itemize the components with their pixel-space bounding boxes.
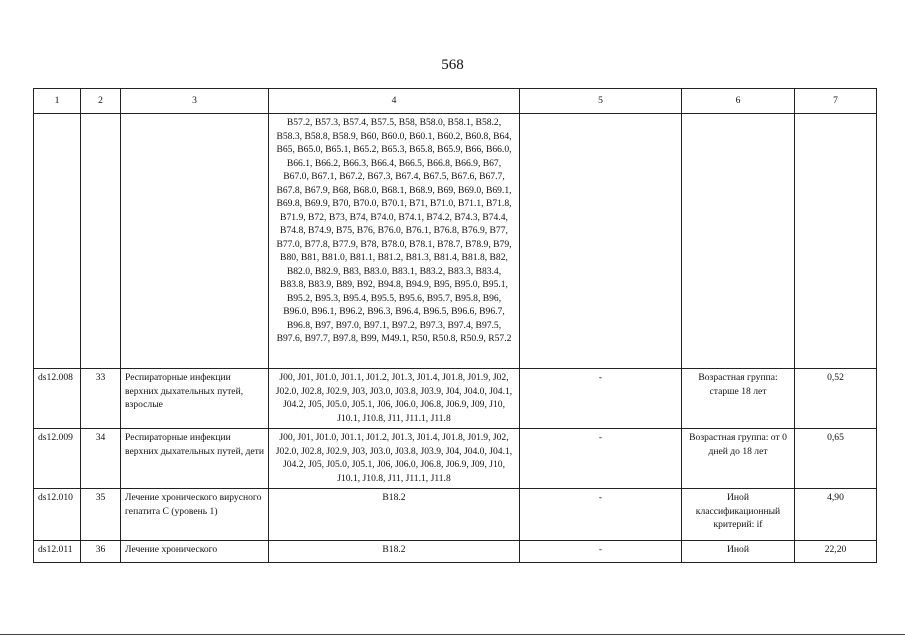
header-col-6: 6 — [682, 89, 795, 114]
row-codes: B18.2 — [269, 541, 520, 563]
row-name: Лечение хронического — [121, 541, 269, 563]
continuation-name-cell — [121, 114, 269, 369]
header-row — [34, 89, 877, 114]
header-col-2: 2 — [81, 89, 121, 114]
table-row — [34, 541, 877, 563]
continuation-coef-cell — [795, 114, 877, 369]
row-number: 35 — [81, 489, 121, 541]
row-name: Лечение хронического вирусного гепатита С (уровень 1) — [121, 489, 269, 541]
row-number: 36 — [81, 541, 121, 563]
row-codes: B18.2 — [269, 489, 520, 541]
continuation-criteria-cell — [682, 114, 795, 369]
row-col5: - — [520, 489, 682, 541]
row-code: ds12.008 — [34, 369, 81, 429]
row-number: 34 — [81, 429, 121, 489]
table-row — [34, 429, 877, 489]
row-codes: J00, J01, J01.0, J01.1, J01.2, J01.3, J01.4, J01.8, J01.9, J02, J02.0, J02.8, J02.9, J03, J03.0, J03.8, J03.9, J04, J04.0, J04.1, J04.2, J05, J05.0, J05.1, J06, J06.0, J06.8, J06.9, J09, J10, J10.1, J10.8, J11, J11.1, J11.8 — [269, 429, 520, 489]
row-codes: J00, J01, J01.0, J01.1, J01.2, J01.3, J01.4, J01.8, J01.9, J02, J02.0, J02.8, J02.9, J03, J03.0, J03.8, J03.9, J04, J04.0, J04.1, J04.2, J05, J05.0, J05.1, J06, J06.0, J06.8, J06.9, J09, J10, J10.1, J10.8, J11, J11.1, J11.8 — [269, 369, 520, 429]
header-col-3: 3 — [121, 89, 269, 114]
row-code: ds12.011 — [34, 541, 81, 563]
header-col-1: 1 — [34, 89, 81, 114]
row-col5: - — [520, 429, 682, 489]
row-name: Респираторные инфекции верхних дыхательных путей, взрослые — [121, 369, 269, 429]
continuation-row — [34, 114, 877, 369]
row-col5: - — [520, 369, 682, 429]
continuation-num-cell — [81, 114, 121, 369]
header-col-5: 5 — [520, 89, 682, 114]
tariff-table — [33, 88, 877, 563]
continuation-col5-cell — [520, 114, 682, 369]
row-number: 33 — [81, 369, 121, 429]
row-coefficient: 0,65 — [795, 429, 877, 489]
row-col5: - — [520, 541, 682, 563]
header-col-7: 7 — [795, 89, 877, 114]
continuation-code-cell — [34, 114, 81, 369]
row-code: ds12.010 — [34, 489, 81, 541]
row-criteria: Возрастная группа: старше 18 лет — [682, 369, 795, 429]
row-criteria: Возрастная группа: от 0 дней до 18 лет — [682, 429, 795, 489]
table-row — [34, 369, 877, 429]
row-code: ds12.009 — [34, 429, 81, 489]
continuation-codes: B57.2, B57.3, B57.4, B57.5, B58, B58.0, B58.1, B58.2, B58.3, B58.8, B58.9, B60, B60.0, B60.1, B60.2, B60.8, B64, B65, B65.0, B65.1, B65.2, B65.3, B65.8, B65.9, B66, B66.0, B66.1, B66.2, B66.3, B66.4, B66.5, B66.8, B66.9, B67, B67.0, B67.1, B67.2, B67.3, B67.4, B67.5, B67.6, B67.7, B67.8, B67.9, B68, B68.0, B68.1, B68.9, B69, B69.0, B69.1, B69.8, B69.9, B70, B70.0, B70.1, B71, B71.0, B71.1, B71.8, B71.9, B72, B73, B74, B74.0, B74.1, B74.2, B74.3, B74.4, B74.8, B74.9, B75, B76, B76.0, B76.1, B76.8, B76.9, B77, B77.0, B77.8, B77.9, B78, B78.0, B78.1, B78.7, B78.9, B79, B80, B81, B81.0, B81.1, B81.2, B81.3, B81.4, B81.8, B82, B82.0, B82.9, B83, B83.0, B83.1, B83.2, B83.3, B83.4, B83.8, B83.9, B89, B92, B94.8, B94.9, B95, B95.0, B95.1, B95.2, B95.3, B95.4, B95.5, B95.6, B95.7, B95.8, B96, B96.0, B96.1, B96.2, B96.3, B96.4, B96.5, B96.6, B96.7, B96.8, B97, B97.0, B97.1, B97.2, B97.3, B97.4, B97.5, B97.6, B97.7, B97.8, B99, M49.1, R50, R50.8, R50.9, R57.2 — [269, 114, 520, 369]
row-coefficient: 22,20 — [795, 541, 877, 563]
row-criteria: Иной классификационный критерий: if — [682, 489, 795, 541]
page-number: 568 — [441, 57, 464, 73]
row-coefficient: 4,90 — [795, 489, 877, 541]
row-coefficient: 0,52 — [795, 369, 877, 429]
row-name: Респираторные инфекции верхних дыхательных путей, дети — [121, 429, 269, 489]
header-col-4: 4 — [269, 89, 520, 114]
row-criteria: Иной — [682, 541, 795, 563]
table-row — [34, 489, 877, 541]
bottom-edge-line — [0, 634, 905, 635]
